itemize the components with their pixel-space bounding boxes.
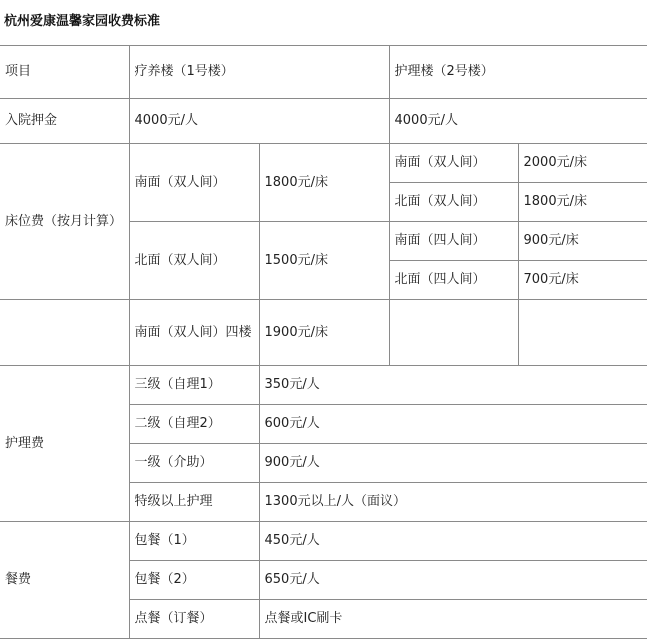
care-fee-label: 护理费 bbox=[0, 366, 129, 522]
bed-room: 北面（四人间） bbox=[389, 261, 518, 300]
bed-row bbox=[0, 144, 647, 183]
header-item: 项目 bbox=[0, 46, 129, 99]
meal-fee-label: 餐费 bbox=[0, 522, 129, 639]
bed-row bbox=[0, 300, 647, 366]
bed-price: 1800元/床 bbox=[259, 144, 389, 222]
meal-price: 450元/人 bbox=[259, 522, 647, 561]
bed-price: 2000元/床 bbox=[518, 144, 647, 183]
care-row bbox=[0, 366, 647, 405]
empty-cell bbox=[518, 300, 647, 366]
bed-price: 700元/床 bbox=[518, 261, 647, 300]
bed-room: 南面（双人间）四楼 bbox=[129, 300, 259, 366]
bed-price: 900元/床 bbox=[518, 222, 647, 261]
page-title: 杭州爱康温馨家园收费标准 bbox=[4, 14, 161, 29]
meal-price: 650元/人 bbox=[259, 561, 647, 600]
bed-room: 南面（四人间） bbox=[389, 222, 518, 261]
fee-table bbox=[0, 45, 647, 639]
bed-room: 南面（双人间） bbox=[129, 144, 259, 222]
bed-price: 1900元/床 bbox=[259, 300, 389, 366]
care-price: 600元/人 bbox=[259, 405, 647, 444]
deposit-row bbox=[0, 99, 647, 144]
bed-fee-label: 床位费（按月计算） bbox=[0, 144, 129, 300]
meal-plan: 包餐（2） bbox=[129, 561, 259, 600]
header-row bbox=[0, 46, 647, 99]
care-price: 900元/人 bbox=[259, 444, 647, 483]
meal-row bbox=[0, 522, 647, 561]
empty-cell bbox=[0, 300, 129, 366]
header-building-2: 护理楼（2号楼） bbox=[389, 46, 647, 99]
care-price: 1300元以上/人（面议） bbox=[259, 483, 647, 522]
bed-room: 南面（双人间） bbox=[389, 144, 518, 183]
bed-room: 北面（双人间） bbox=[129, 222, 259, 300]
meal-plan: 包餐（1） bbox=[129, 522, 259, 561]
deposit-label: 入院押金 bbox=[0, 99, 129, 144]
bed-price: 1800元/床 bbox=[518, 183, 647, 222]
care-level: 特级以上护理 bbox=[129, 483, 259, 522]
meal-price: 点餐或IC刷卡 bbox=[259, 600, 647, 639]
bed-room: 北面（双人间） bbox=[389, 183, 518, 222]
deposit-building-1: 4000元/人 bbox=[129, 99, 389, 144]
empty-cell bbox=[389, 300, 518, 366]
bed-price: 1500元/床 bbox=[259, 222, 389, 300]
meal-plan: 点餐（订餐） bbox=[129, 600, 259, 639]
header-building-1: 疗养楼（1号楼） bbox=[129, 46, 389, 99]
care-price: 350元/人 bbox=[259, 366, 647, 405]
care-level: 三级（自理1） bbox=[129, 366, 259, 405]
deposit-building-2: 4000元/人 bbox=[389, 99, 647, 144]
care-level: 二级（自理2） bbox=[129, 405, 259, 444]
care-level: 一级（介助） bbox=[129, 444, 259, 483]
